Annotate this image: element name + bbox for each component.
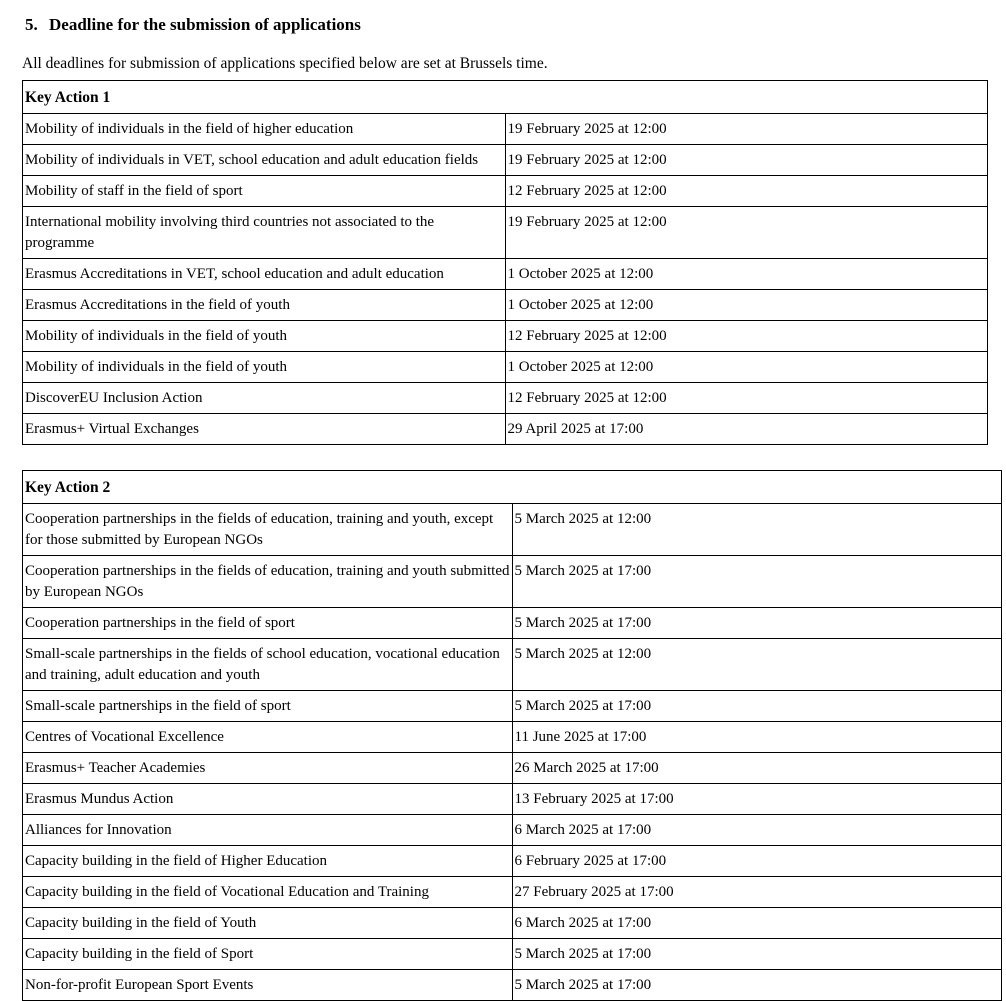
- section-heading: [25, 15, 1006, 35]
- table-row: [23, 970, 1002, 1001]
- table-row: [23, 321, 988, 352]
- action-cell: Mobility of staff in the field of sport: [23, 176, 506, 207]
- deadline-cell: 5 March 2025 at 17:00: [512, 556, 1002, 608]
- table-row: [23, 504, 1002, 556]
- deadline-cell: 5 March 2025 at 17:00: [512, 939, 1002, 970]
- table-header-row: [23, 471, 1002, 504]
- deadline-cell: 5 March 2025 at 17:00: [512, 608, 1002, 639]
- action-cell: Cooperation partnerships in the fields of education, training and youth submitted by European NGOs: [23, 556, 513, 608]
- deadline-cell: 13 February 2025 at 17:00: [512, 784, 1002, 815]
- table-title: Key Action 1: [23, 81, 988, 114]
- table-row: [23, 290, 988, 321]
- table-header-row: [23, 81, 988, 114]
- deadline-cell: 19 February 2025 at 12:00: [505, 145, 988, 176]
- table-row: [23, 352, 988, 383]
- action-cell: Erasmus Accreditations in the field of youth: [23, 290, 506, 321]
- table-row: [23, 114, 988, 145]
- table-row: [23, 939, 1002, 970]
- action-cell: Non-for-profit European Sport Events: [23, 970, 513, 1001]
- deadline-cell: 5 March 2025 at 17:00: [512, 691, 1002, 722]
- table-row: [23, 608, 1002, 639]
- section-number: 5.: [25, 15, 38, 34]
- action-cell: Mobility of individuals in the field of youth: [23, 321, 506, 352]
- table-row: [23, 639, 1002, 691]
- table-row: [23, 846, 1002, 877]
- table-row: [23, 784, 1002, 815]
- table-row: [23, 722, 1002, 753]
- action-cell: DiscoverEU Inclusion Action: [23, 383, 506, 414]
- deadline-cell: 12 February 2025 at 12:00: [505, 176, 988, 207]
- deadline-cell: 6 February 2025 at 17:00: [512, 846, 1002, 877]
- deadline-cell: 1 October 2025 at 12:00: [505, 259, 988, 290]
- section-title: Deadline for the submission of applications: [49, 15, 361, 34]
- action-cell: Mobility of individuals in the field of youth: [23, 352, 506, 383]
- table-row: [23, 176, 988, 207]
- table-row: [23, 207, 988, 259]
- table-row: [23, 556, 1002, 608]
- table-row: [23, 691, 1002, 722]
- action-cell: International mobility involving third countries not associated to the programme: [23, 207, 506, 259]
- deadline-cell: 26 March 2025 at 17:00: [512, 753, 1002, 784]
- action-cell: Capacity building in the field of Sport: [23, 939, 513, 970]
- action-cell: Erasmus Mundus Action: [23, 784, 513, 815]
- deadline-cell: 29 April 2025 at 17:00: [505, 414, 988, 445]
- action-cell: Capacity building in the field of Vocational Education and Training: [23, 877, 513, 908]
- deadline-cell: 1 October 2025 at 12:00: [505, 352, 988, 383]
- table-row: [23, 908, 1002, 939]
- action-cell: Centres of Vocational Excellence: [23, 722, 513, 753]
- deadline-cell: 1 October 2025 at 12:00: [505, 290, 988, 321]
- deadline-cell: 11 June 2025 at 17:00: [512, 722, 1002, 753]
- action-cell: Cooperation partnerships in the field of sport: [23, 608, 513, 639]
- deadline-cell: 5 March 2025 at 17:00: [512, 970, 1002, 1001]
- key-action-2-table: [22, 470, 1002, 1001]
- table-row: [23, 414, 988, 445]
- deadline-cell: 6 March 2025 at 17:00: [512, 908, 1002, 939]
- action-cell: Erasmus+ Teacher Academies: [23, 753, 513, 784]
- key-action-1-table: [22, 80, 988, 445]
- deadline-cell: 19 February 2025 at 12:00: [505, 207, 988, 259]
- table-row: [23, 383, 988, 414]
- action-cell: Erasmus Accreditations in VET, school education and adult education: [23, 259, 506, 290]
- action-cell: Small-scale partnerships in the fields of school education, vocational education and training, adult education and youth: [23, 639, 513, 691]
- action-cell: Erasmus+ Virtual Exchanges: [23, 414, 506, 445]
- table-row: [23, 815, 1002, 846]
- table-row: [23, 145, 988, 176]
- deadline-cell: 5 March 2025 at 12:00: [512, 504, 1002, 556]
- table-row: [23, 877, 1002, 908]
- table-row: [23, 753, 1002, 784]
- table-title: Key Action 2: [23, 471, 1002, 504]
- deadline-cell: 19 February 2025 at 12:00: [505, 114, 988, 145]
- action-cell: Alliances for Innovation: [23, 815, 513, 846]
- action-cell: Capacity building in the field of Youth: [23, 908, 513, 939]
- action-cell: Cooperation partnerships in the fields of education, training and youth, except for those submitted by European NGOs: [23, 504, 513, 556]
- action-cell: Capacity building in the field of Higher Education: [23, 846, 513, 877]
- deadline-cell: 12 February 2025 at 12:00: [505, 383, 988, 414]
- action-cell: Small-scale partnerships in the field of sport: [23, 691, 513, 722]
- deadline-cell: 5 March 2025 at 12:00: [512, 639, 1002, 691]
- table-row: [23, 259, 988, 290]
- deadline-cell: 12 February 2025 at 12:00: [505, 321, 988, 352]
- action-cell: Mobility of individuals in the field of higher education: [23, 114, 506, 145]
- intro-paragraph: All deadlines for submission of applications specified below are set at Brussels time.: [22, 55, 548, 72]
- action-cell: Mobility of individuals in VET, school education and adult education fields: [23, 145, 506, 176]
- deadline-cell: 27 February 2025 at 17:00: [512, 877, 1002, 908]
- deadline-cell: 6 March 2025 at 17:00: [512, 815, 1002, 846]
